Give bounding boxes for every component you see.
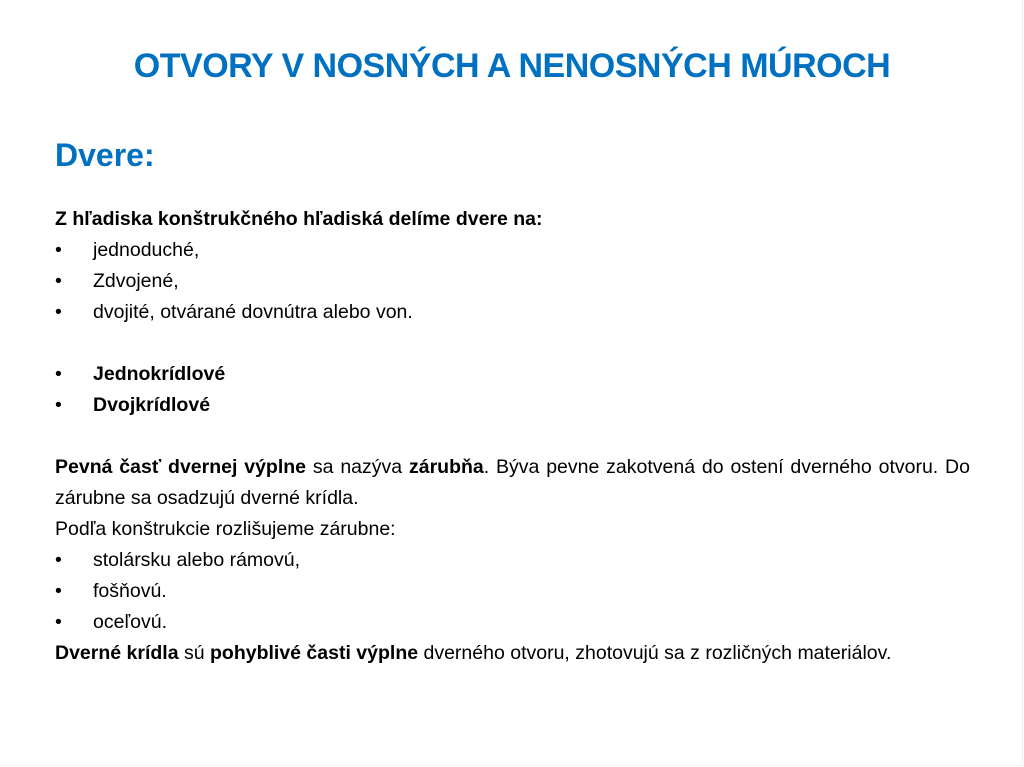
list-item-leaf-type [55, 359, 970, 390]
list-item-text: fošňovú. [93, 580, 167, 602]
bullet-icon: • [55, 580, 62, 602]
leaf-paragraph: Dverné krídla sú pohyblivé časti výplne dverného otvoru, zhotovujú sa z rozličných materiálov. [55, 642, 892, 664]
list-item-text: jednoduché, [93, 239, 200, 261]
list-item-construction-type [55, 297, 970, 328]
bullet-icon: • [55, 363, 62, 385]
bullet-icon: • [55, 611, 62, 633]
list-item-frame-type [55, 576, 970, 607]
bullet-icon: • [55, 270, 62, 292]
list-item-frame-type [55, 607, 970, 638]
bullet-icon: • [55, 301, 62, 323]
section-heading: Dvere: [55, 137, 155, 173]
list-item-construction-type [55, 235, 970, 266]
list-item-text: oceľovú. [93, 611, 167, 633]
list-item-leaf-type [55, 390, 970, 421]
bullet-icon: • [55, 549, 62, 571]
list-item-text: Zdvojené, [93, 270, 179, 292]
slide-title: OTVORY V NOSNÝCH A NENOSNÝCH MÚROCH [133, 47, 891, 85]
bullet-icon: • [55, 394, 62, 416]
list-item-text: Jednokrídlové [93, 363, 226, 385]
list-item-frame-type [55, 545, 970, 576]
spacer [55, 421, 970, 452]
frame-paragraph: Pevná časť dvernej výplne sa nazýva zárubňa. Býva pevne zakotvená do ostení dverného otvoru. Do zárubne sa osadzujú dverné krídla. [55, 456, 970, 509]
slide-body [55, 204, 970, 669]
frame-types-heading: Podľa konštrukcie rozlišujeme zárubne: [55, 518, 396, 540]
bullet-icon: • [55, 239, 62, 261]
list-item-text: stolársku alebo rámovú, [93, 549, 301, 571]
spacer [55, 328, 970, 359]
list-item-construction-type [55, 266, 970, 297]
list-item-text: Dvojkrídlové [93, 394, 211, 416]
list-item-text: dvojité, otvárané dovnútra alebo von. [93, 301, 413, 323]
intro-heading: Z hľadiska konštrukčného hľadiská delíme dvere na: [55, 208, 543, 230]
